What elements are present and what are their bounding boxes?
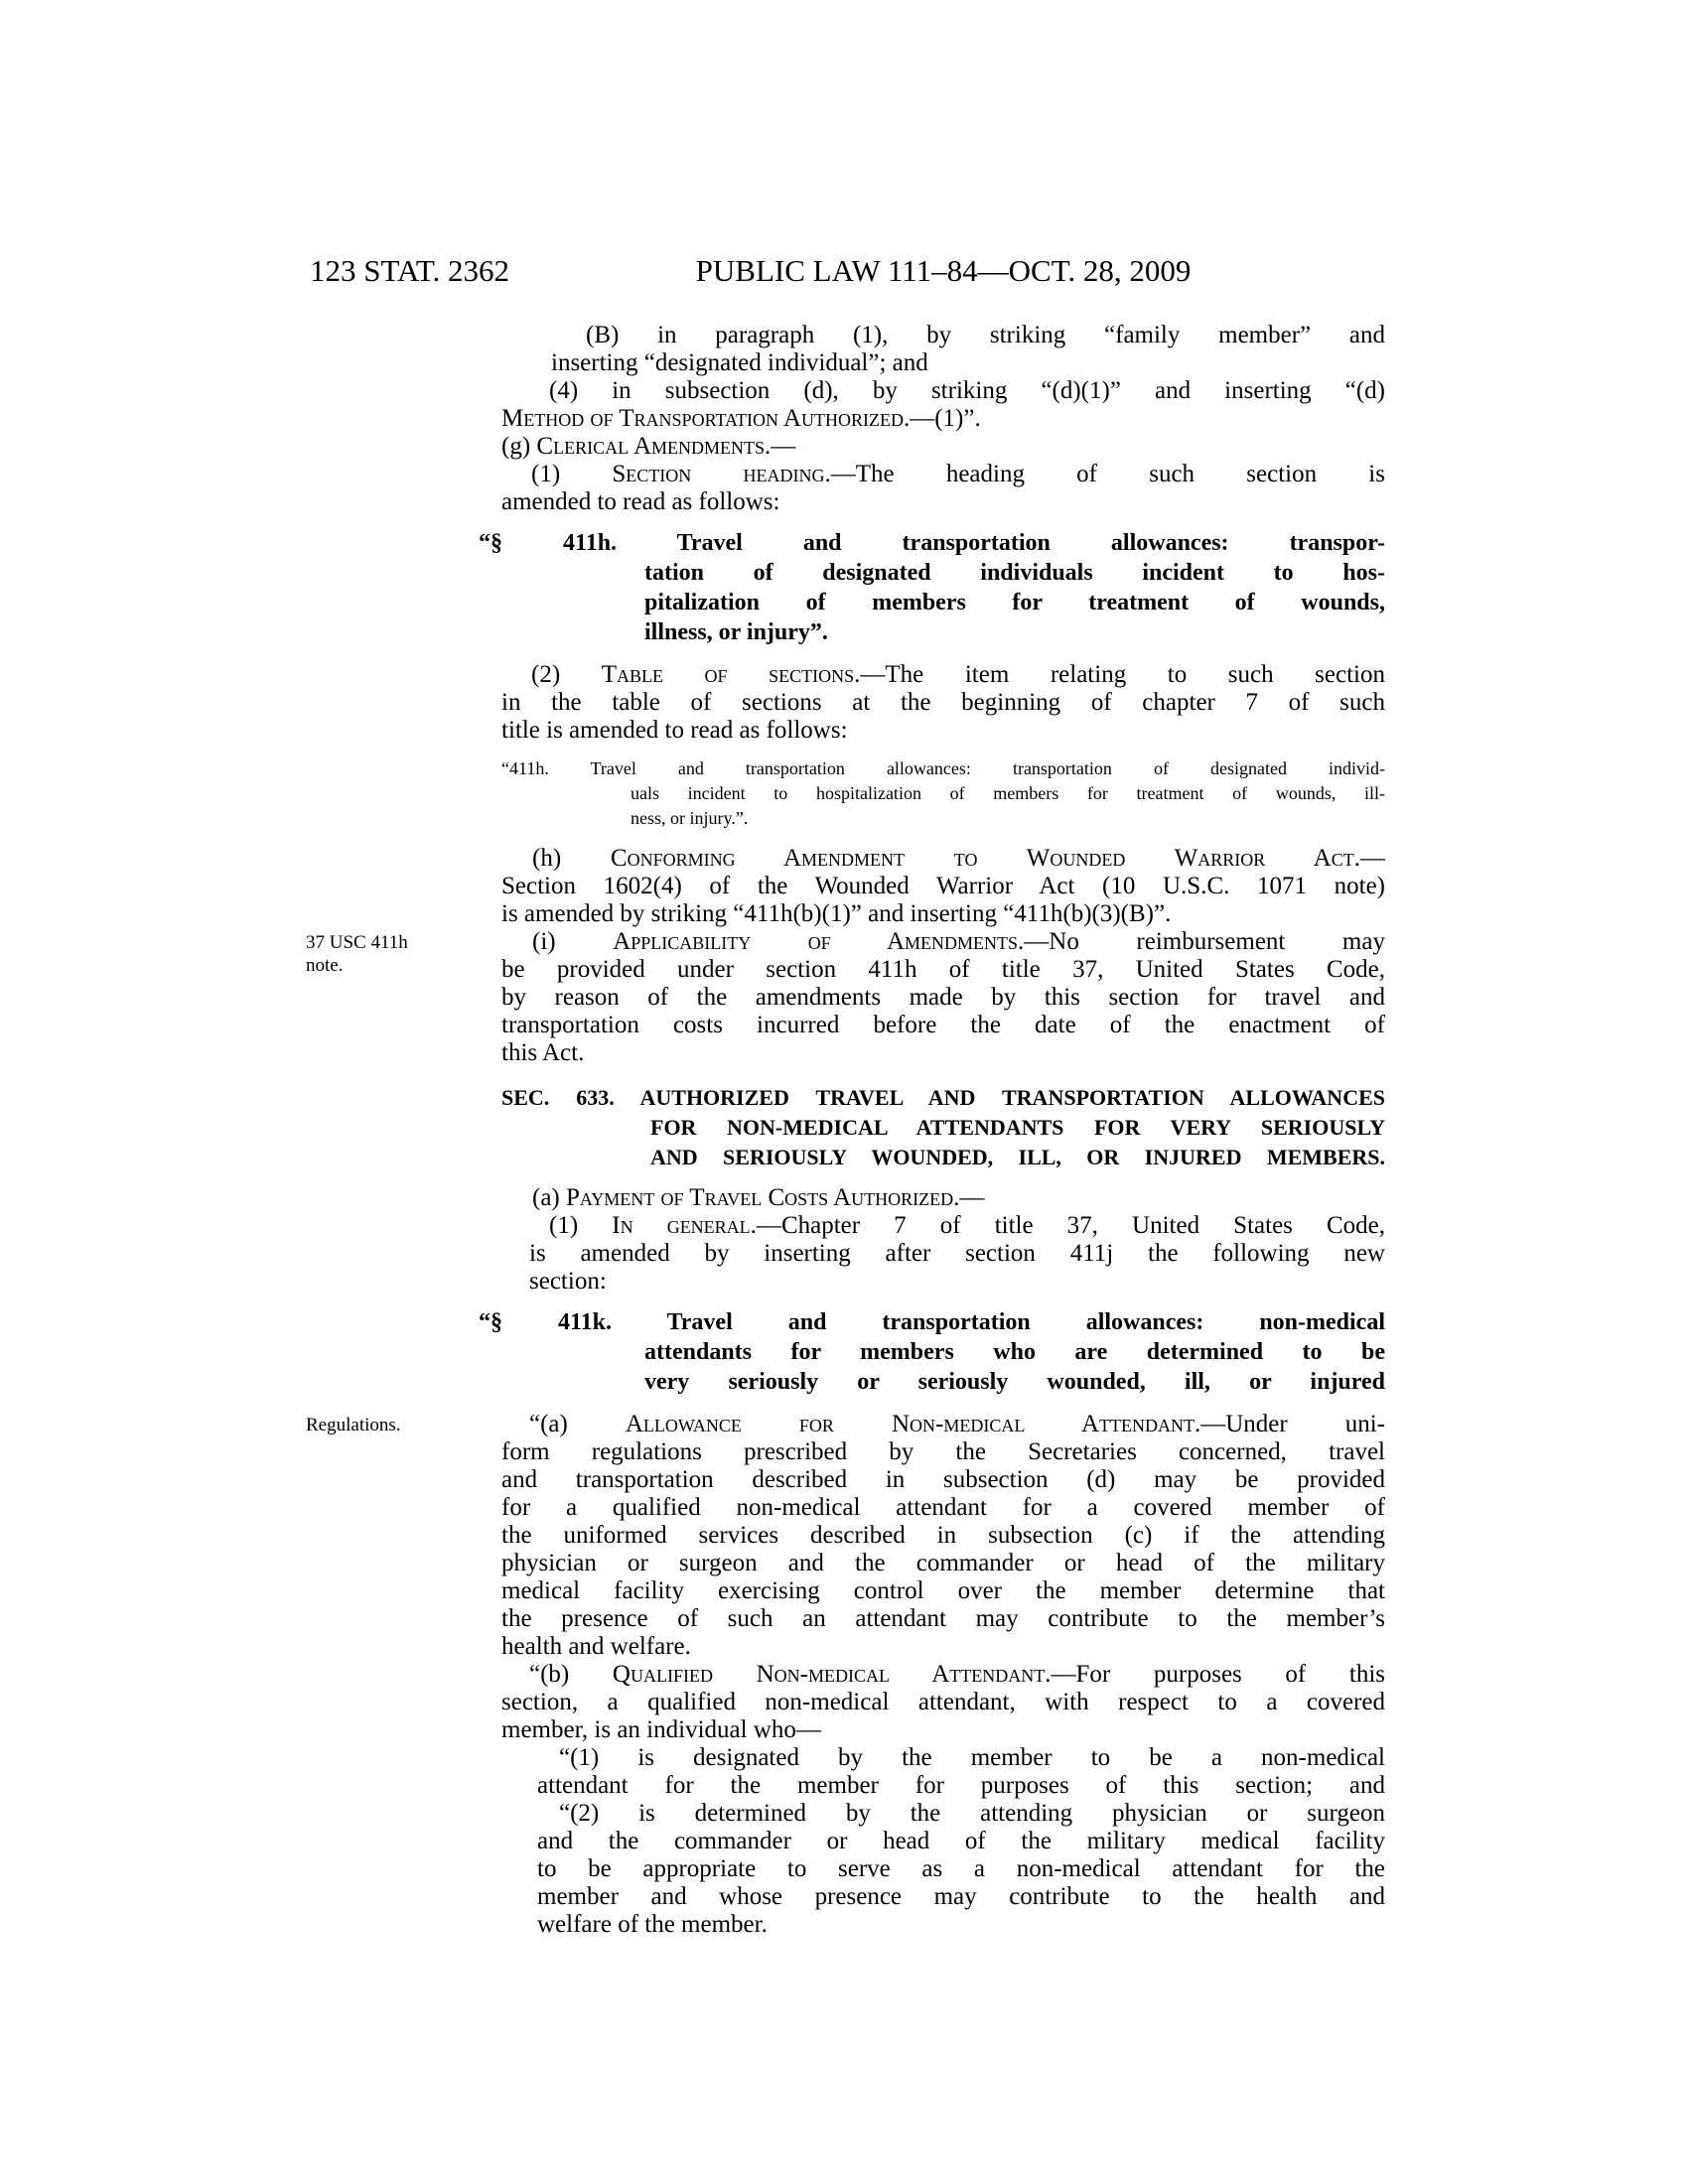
small-caps-run: Applicability of Amendments.— bbox=[613, 928, 1050, 955]
text-line bbox=[501, 1039, 1385, 1067]
text-line bbox=[501, 781, 1385, 806]
text-run: “411h. Travel and transportation allowances: transportation of designated individ- bbox=[501, 758, 1385, 778]
text-run: be provided under section 411h of title 37, United States Code, bbox=[501, 956, 1385, 983]
text-run: (2) bbox=[531, 661, 602, 688]
text-run: “(2) is determined by the attending physician or surgeon bbox=[559, 1800, 1385, 1827]
text-line bbox=[501, 461, 1385, 488]
text-line bbox=[501, 1577, 1385, 1605]
text-run: title is amended to read as follows: bbox=[501, 717, 848, 744]
text-line bbox=[501, 1772, 1385, 1800]
toc-entry-411h bbox=[501, 756, 1385, 831]
text-run: (4) in subsection (d), by striking “(d)(1)” and inserting “(d) bbox=[549, 377, 1385, 404]
small-caps-run: Conforming Amendment to Wounded Warrior Act.— bbox=[610, 845, 1385, 872]
text-run: (g) bbox=[501, 433, 537, 460]
para-subsec-i bbox=[501, 928, 1385, 1067]
text-line bbox=[501, 1012, 1385, 1039]
text-line bbox=[501, 1438, 1385, 1466]
text-run: is amended by inserting after section 411j the following new bbox=[529, 1240, 1385, 1267]
text-line bbox=[501, 1466, 1385, 1494]
text-run: The item relating to such section bbox=[885, 661, 1385, 688]
text-run: The heading of such section is bbox=[855, 461, 1385, 487]
text-run: transportation costs incurred before the date of the enactment of bbox=[501, 1012, 1385, 1038]
text-line bbox=[501, 689, 1385, 717]
text-run: the uniformed services described in subsection (c) if the attending bbox=[501, 1522, 1385, 1549]
text-line bbox=[501, 1184, 1385, 1212]
text-run: Section 1602(4) of the Wounded Warrior Act (10 U.S.C. 1071 note) bbox=[501, 873, 1385, 899]
text-line bbox=[501, 1494, 1385, 1522]
text-run: member and whose presence may contribute to the health and bbox=[537, 1883, 1385, 1910]
text-line bbox=[501, 1522, 1385, 1550]
para-2-table-of-sections bbox=[501, 661, 1385, 745]
text-run: welfare of the member. bbox=[537, 1911, 768, 1938]
running-head-law-title: PUBLIC LAW 111–84—OCT. 28, 2009 bbox=[695, 253, 1192, 288]
para-quoted-2 bbox=[501, 1800, 1385, 1939]
text-line bbox=[501, 1661, 1385, 1689]
text-line bbox=[501, 1268, 1385, 1296]
para-a-payment bbox=[501, 1184, 1385, 1212]
text-run: is amended by striking “411h(b)(1)” and inserting “411h(b)(3)(B)”. bbox=[501, 900, 1172, 927]
text-line bbox=[501, 405, 1385, 433]
para-quoted-1 bbox=[501, 1744, 1385, 1800]
text-line bbox=[501, 1605, 1385, 1633]
text-run: physician or surgeon and the commander or head of the military bbox=[501, 1550, 1385, 1576]
text-line bbox=[501, 1633, 1385, 1661]
margin-note-regulations bbox=[306, 1414, 490, 1436]
margin-note-line: Regulations. bbox=[306, 1415, 401, 1435]
text-run: No reimbursement may bbox=[1049, 928, 1385, 955]
text-line bbox=[501, 984, 1385, 1012]
text-line bbox=[501, 1855, 1385, 1883]
text-line bbox=[501, 873, 1385, 900]
text-run: Chapter 7 of title 37, United States Code, bbox=[780, 1212, 1386, 1239]
para-1-in-general bbox=[501, 1212, 1385, 1296]
small-caps-run: In general.— bbox=[612, 1212, 781, 1239]
text-line bbox=[501, 1911, 1385, 1939]
margin-note-line: note. bbox=[306, 955, 344, 976]
text-run: “§ 411h. Travel and transportation allowances: transpor- bbox=[479, 530, 1385, 556]
text-run: ness, or injury.”. bbox=[631, 808, 749, 828]
margin-note-usc-411h bbox=[306, 931, 490, 977]
text-run: (1) bbox=[549, 1212, 613, 1239]
text-run: amended to read as follows: bbox=[501, 488, 780, 515]
text-run: for a qualified non-medical attendant for a covered member of bbox=[501, 1494, 1385, 1521]
text-line bbox=[501, 717, 1385, 745]
text-run: AND SERIOUSLY WOUNDED, ILL, OR INJURED MEMBERS. bbox=[650, 1145, 1385, 1169]
para-para-4 bbox=[501, 377, 1385, 433]
text-run: “§ 411k. Travel and transportation allowances: non-medical bbox=[479, 1309, 1385, 1335]
text-line bbox=[501, 488, 1385, 516]
small-caps-run: Table of sections.— bbox=[601, 661, 886, 688]
text-run: medical facility exercising control over the member determine that bbox=[501, 1577, 1385, 1604]
text-run: attendants for members who are determined to be bbox=[644, 1339, 1385, 1365]
text-line bbox=[501, 1240, 1385, 1268]
small-caps-run: Qualified Non-medical Attendant.— bbox=[612, 1661, 1076, 1688]
text-line bbox=[501, 1212, 1385, 1240]
text-line bbox=[501, 928, 1385, 956]
text-run: illness, or injury”. bbox=[644, 619, 828, 645]
text-line bbox=[501, 1550, 1385, 1577]
text-run: Under uni- bbox=[1225, 1411, 1385, 1437]
text-line bbox=[501, 588, 1385, 617]
para-subsec-g bbox=[501, 433, 1385, 461]
text-line bbox=[501, 1143, 1385, 1172]
text-line bbox=[501, 1716, 1385, 1744]
heading-section-411k bbox=[479, 1307, 1385, 1397]
text-line bbox=[501, 1367, 1385, 1397]
text-run: (1)”. bbox=[934, 405, 981, 432]
text-line bbox=[501, 661, 1385, 689]
text-line bbox=[501, 1744, 1385, 1772]
text-run: pitalization of members for treatment of wounds, bbox=[644, 590, 1385, 615]
body-column bbox=[479, 322, 1386, 1939]
text-line bbox=[501, 1883, 1385, 1911]
text-run: by reason of the amendments made by this section for travel and bbox=[501, 984, 1385, 1011]
para-subsec-h bbox=[501, 845, 1385, 928]
text-run: (B) in paragraph (1), by striking “family member” and bbox=[586, 322, 1385, 348]
text-run: the presence of such an attendant may contribute to the member’s bbox=[501, 1605, 1385, 1632]
text-run: form regulations prescribed by the Secretaries concerned, travel bbox=[501, 1438, 1385, 1465]
text-run: health and welfare. bbox=[501, 1633, 691, 1660]
text-run: “(1) is designated by the member to be a non-medical bbox=[559, 1744, 1385, 1771]
text-line bbox=[501, 558, 1385, 588]
text-run: to be appropriate to serve as a non-medical attendant for the bbox=[537, 1855, 1385, 1882]
stat-page-number: 123 STAT. 2362 bbox=[310, 253, 510, 288]
text-line bbox=[501, 806, 1385, 831]
text-run: “(a) bbox=[529, 1411, 626, 1437]
text-line bbox=[501, 1689, 1385, 1716]
text-line bbox=[501, 322, 1385, 349]
text-run: section, a qualified non-medical attendant, with respect to a covered bbox=[501, 1689, 1385, 1715]
text-line bbox=[501, 349, 1385, 377]
text-line bbox=[501, 845, 1385, 873]
page-header bbox=[310, 254, 1385, 294]
text-line bbox=[479, 528, 1385, 558]
para-quoted-b-qualified bbox=[501, 1661, 1385, 1744]
text-line bbox=[501, 1800, 1385, 1828]
small-caps-run: Section heading.— bbox=[612, 461, 856, 487]
text-run: uals incident to hospitalization of members for treatment of wounds, ill- bbox=[631, 783, 1385, 803]
small-caps-run: Method of Transportation Authorized.— bbox=[501, 405, 935, 432]
heading-section-411h bbox=[479, 528, 1385, 647]
para-1-section-heading bbox=[501, 461, 1385, 516]
text-line bbox=[501, 433, 1385, 461]
text-run: attendant for the member for purposes of this section; and bbox=[537, 1772, 1385, 1799]
text-run: SEC. 633. AUTHORIZED TRAVEL AND TRANSPORTATION ALLOWANCES bbox=[501, 1085, 1385, 1110]
text-line bbox=[501, 1083, 1385, 1113]
para-subpara-B bbox=[501, 322, 1385, 377]
para-quoted-a-allowance bbox=[501, 1411, 1385, 1661]
text-line bbox=[501, 1828, 1385, 1855]
small-caps-run: Allowance for Non-medical Attendant.— bbox=[625, 1411, 1226, 1437]
small-caps-run: Clerical Amendments.— bbox=[536, 433, 796, 460]
text-run: and the commander or head of the military medical facility bbox=[537, 1828, 1385, 1854]
text-run: and transportation described in subsection (d) may be provided bbox=[501, 1466, 1385, 1493]
text-run: (1) bbox=[531, 461, 613, 487]
text-run: member, is an individual who— bbox=[501, 1716, 821, 1743]
text-line bbox=[501, 1113, 1385, 1143]
text-line bbox=[501, 1337, 1385, 1367]
text-run: this Act. bbox=[501, 1039, 585, 1066]
text-line bbox=[501, 377, 1385, 405]
text-line bbox=[501, 956, 1385, 984]
text-run: (i) bbox=[532, 928, 614, 955]
text-run: “(b) bbox=[529, 1661, 613, 1688]
heading-sec-633 bbox=[501, 1083, 1385, 1172]
text-run: FOR NON-MEDICAL ATTENDANTS FOR VERY SERIOUSLY bbox=[650, 1115, 1385, 1140]
text-run: in the table of sections at the beginning of chapter 7 of such bbox=[501, 689, 1385, 716]
margin-note-line: 37 USC 411h bbox=[306, 932, 408, 953]
text-run: inserting “designated individual”; and bbox=[551, 349, 928, 376]
text-run: (a) bbox=[532, 1184, 566, 1211]
text-run: (h) bbox=[532, 845, 611, 872]
text-run: tation of designated individuals incident to hos- bbox=[644, 560, 1385, 586]
text-line bbox=[501, 1411, 1385, 1438]
text-line bbox=[501, 617, 1385, 647]
text-run: section: bbox=[529, 1268, 607, 1295]
small-caps-run: Payment of Travel Costs Authorized.— bbox=[566, 1184, 985, 1211]
text-run: very seriously or seriously wounded, ill, or injured bbox=[644, 1369, 1385, 1395]
text-line bbox=[501, 900, 1385, 928]
text-line bbox=[479, 1307, 1385, 1337]
text-line bbox=[501, 756, 1385, 781]
text-run: For purposes of this bbox=[1075, 1661, 1386, 1688]
